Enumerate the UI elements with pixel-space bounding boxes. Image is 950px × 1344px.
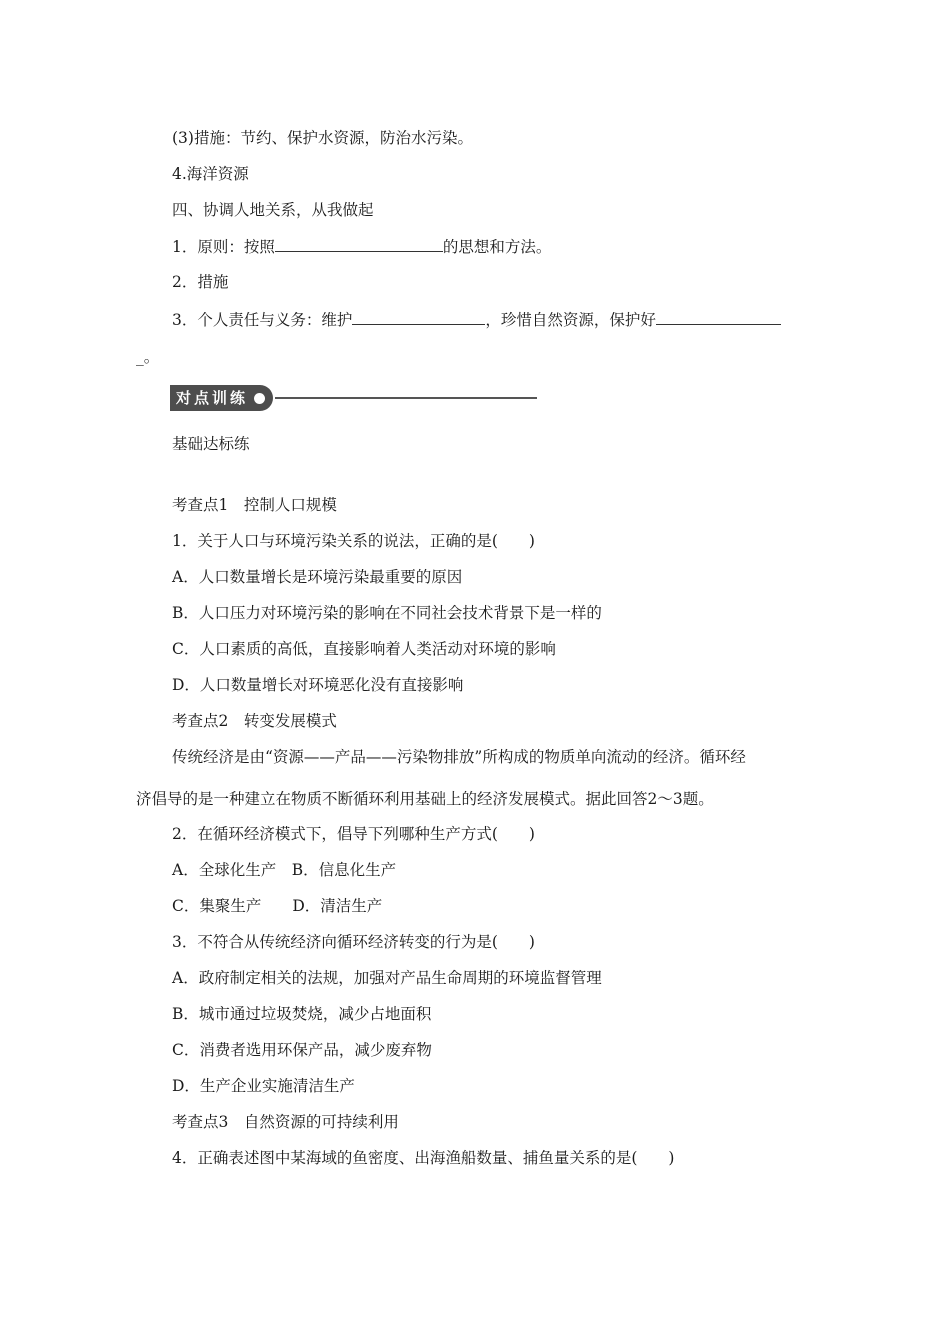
q1-option-b[interactable]: B．人口压力对环境污染的影响在不同社会技术背景下是一样的 <box>172 604 602 622</box>
q2-options-cd[interactable]: C．集聚生产 D．清洁生产 <box>172 897 383 915</box>
note-principle <box>172 236 551 257</box>
q3-option-c[interactable]: C．消费者选用环保产品，减少废弃物 <box>172 1041 432 1059</box>
q1-stem: 1．关于人口与环境污染关系的说法，正确的是( ) <box>172 532 535 550</box>
section-label <box>170 385 273 411</box>
q3-option-d[interactable]: D．生产企业实施清洁生产 <box>172 1077 355 1095</box>
point-2-heading: 考查点2 转变发展模式 <box>172 712 337 730</box>
principle-blank[interactable] <box>275 236 443 252</box>
responsibility-wrap: _。 <box>136 348 160 366</box>
q3-stem: 3．不符合从传统经济向循环经济转变的行为是( ) <box>172 933 535 951</box>
responsibility-blank-2[interactable] <box>656 309 781 325</box>
q1-option-c[interactable]: C．人口素质的高低，直接影响着人类活动对环境的影响 <box>172 640 556 658</box>
q2-stem: 2．在循环经济模式下，倡导下列哪种生产方式( ) <box>172 825 535 843</box>
q1-option-a[interactable]: A．人口数量增长是环境污染最重要的原因 <box>172 568 463 586</box>
principle-suffix: 的思想和方法。 <box>442 238 552 256</box>
q3-option-b[interactable]: B．城市通过垃圾焚烧，减少占地面积 <box>172 1005 432 1023</box>
note-responsibility <box>172 309 781 330</box>
point-3-heading: 考查点3 自然资源的可持续利用 <box>172 1113 399 1131</box>
subtitle-basic: 基础达标练 <box>172 435 250 453</box>
q3-option-a[interactable]: A．政府制定相关的法规，加强对产品生命周期的环境监督管理 <box>172 969 602 987</box>
q4-stem: 4．正确表述图中某海域的鱼密度、出海渔船数量、捕鱼量关系的是( ) <box>172 1149 675 1167</box>
note-measures: (3)措施：节约、保护水资源，防治水污染。 <box>172 129 473 147</box>
responsibility-blank-1[interactable] <box>352 309 485 325</box>
note-ocean-resources: 4.海洋资源 <box>172 165 249 183</box>
q1-option-d[interactable]: D．人口数量增长对环境恶化没有直接影响 <box>172 676 464 694</box>
responsibility-prefix: 3．个人责任与义务：维护 <box>172 311 353 329</box>
passage-line-2: 济倡导的是一种建立在物质不断循环利用基础上的经济发展模式。据此回答2～3题。 <box>136 790 714 808</box>
section-rule <box>275 397 537 399</box>
section-title: 对点训练 <box>176 389 249 407</box>
principle-prefix: 1．原则：按照 <box>172 238 275 256</box>
responsibility-middle: ，珍惜自然资源，保护好 <box>485 311 656 329</box>
point-1-heading: 考查点1 控制人口规模 <box>172 496 337 514</box>
heading-harmonize: 四、协调人地关系，从我做起 <box>172 201 374 219</box>
q2-options-ab[interactable]: A．全球化生产 B．信息化生产 <box>172 861 397 879</box>
section-header <box>170 385 537 411</box>
note-measures-2: 2．措施 <box>172 273 229 291</box>
passage-line-1: 传统经济是由“资源——产品——污染物排放”所构成的物质单向流动的经济。循环经 <box>172 748 746 766</box>
bullet-dot-icon <box>254 393 265 404</box>
